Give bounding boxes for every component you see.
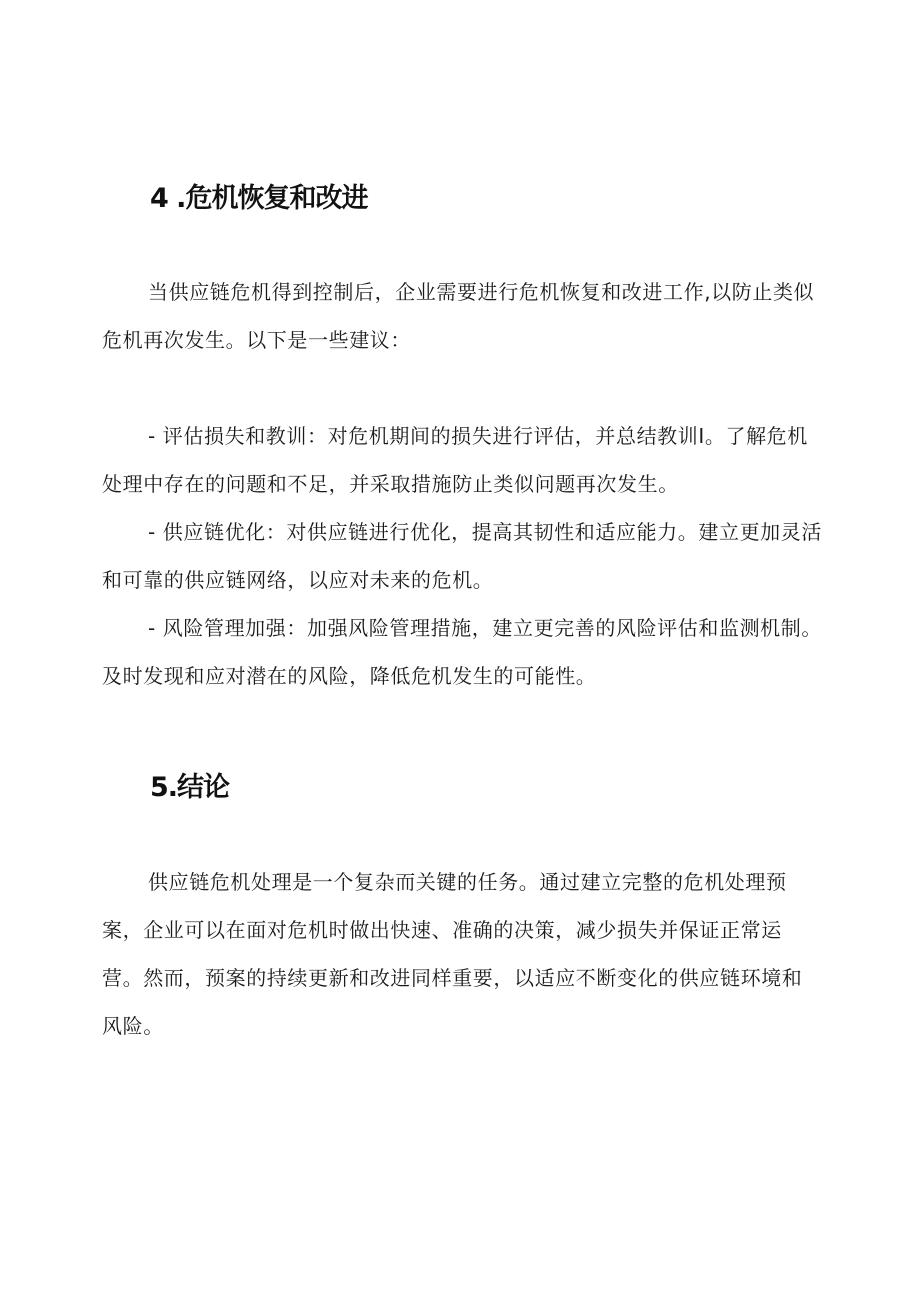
bullet-risk-management: - 风险管理加强：加强风险管理措施，建立更完善的风险评估和监测机制。及时发现和应对潜在的风险，降低危机发生的可能性。 (102, 616, 822, 688)
section-4-intro-paragraph: 当供应链危机得到控制后，企业需要进行危机恢复和改进工作,以防止类似危机再次发生。以下是一些建议： (102, 280, 815, 352)
conclusion-paragraph: 供应链危机处理是一个复杂而关键的任务。通过建立完整的危机处理预案，企业可以在面对危机时做出快速、准确的决策，减少损失并保证正常运营。然而，预案的持续更新和改进同样重要，以适应不断变化的供应链环境和风险。 (102, 870, 803, 1038)
bullet-assess-losses: - 评估损失和教训：对危机期间的损失进行评估，并总结教训Ⅰ。了解危机处理中存在的问题和不足，并采取措施防止类似问题再次发生。 (102, 424, 808, 496)
section-5-heading: 5.结论 (150, 772, 230, 803)
bullet-supply-chain-optimization: - 供应链优化：对供应链进行优化，提高其韧性和适应能力。建立更加灵活和可靠的供应链网络，以应对未来的危机。 (102, 520, 822, 592)
section-4-heading: 4 .危机恢复和改进 (150, 183, 368, 214)
